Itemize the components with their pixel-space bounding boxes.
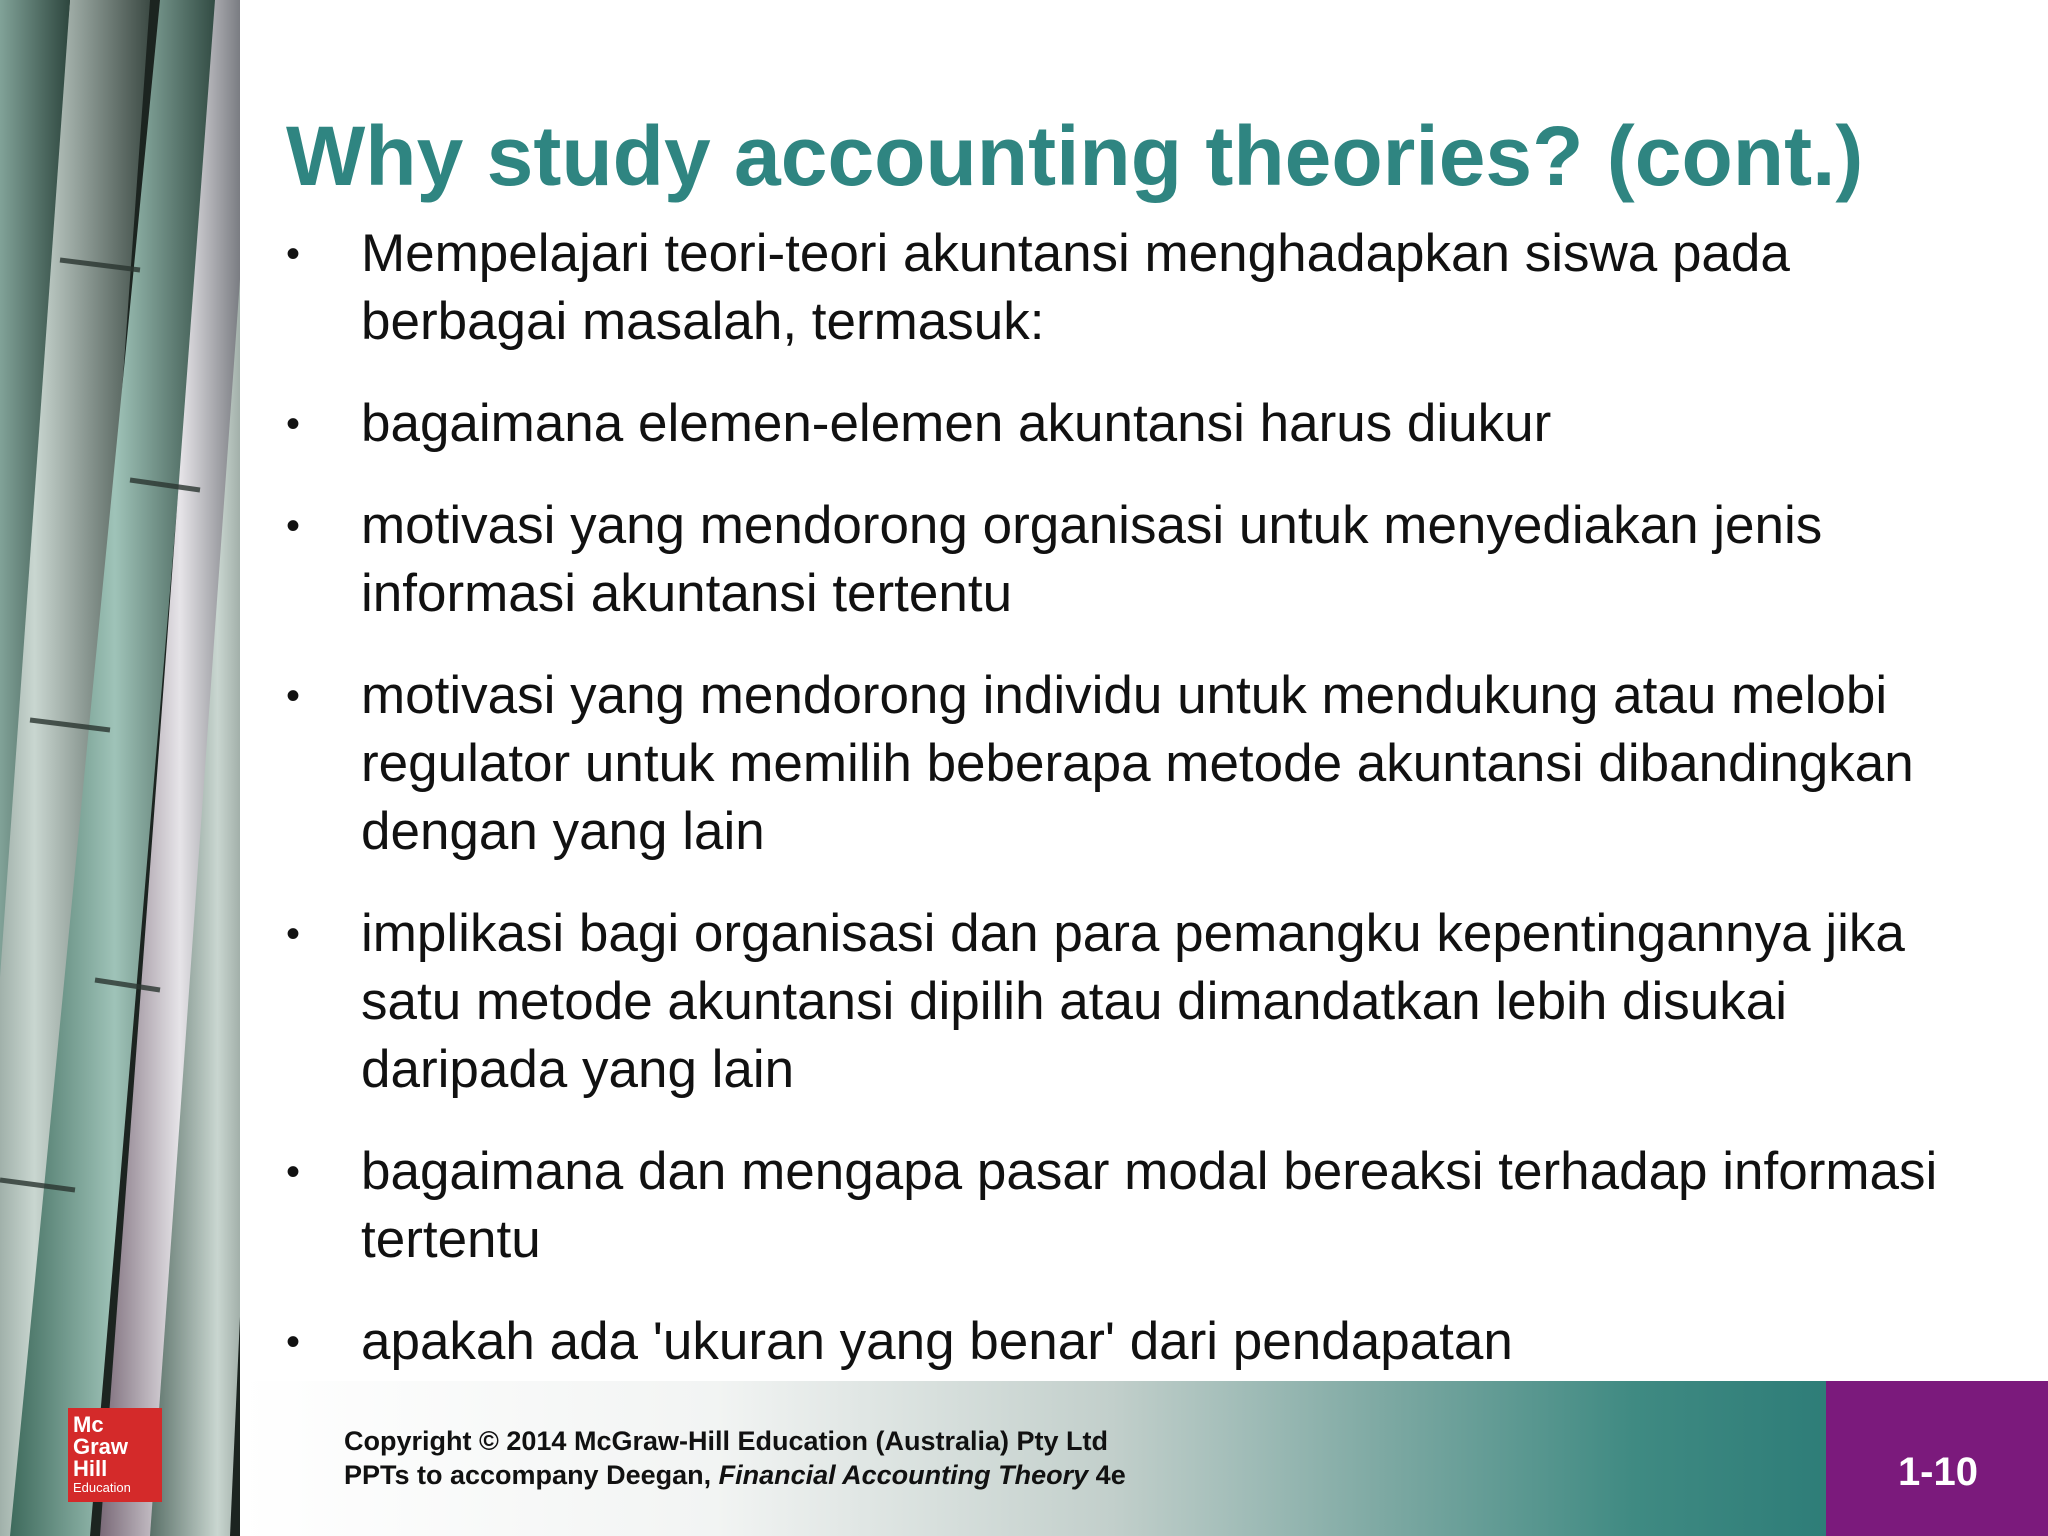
bullet-item bbox=[286, 900, 2006, 1104]
bullet-text: apakah ada 'ukuran yang benar' dari pendapatan bbox=[361, 1312, 1513, 1371]
bullet-item bbox=[286, 1308, 2006, 1376]
bullet-icon: • bbox=[286, 402, 301, 446]
bullet-text: implikasi bagi organisasi dan para pemangku kepentingannya jika satu metode akuntansi dipilih atau dimandatkan lebih disukai daripada yang lain bbox=[361, 904, 1905, 1099]
page-number: 1-10 bbox=[1897, 1450, 1978, 1494]
bullet-item bbox=[286, 1138, 2006, 1274]
logo-line-4: Education bbox=[73, 1480, 131, 1495]
bullet-icon: • bbox=[286, 232, 301, 276]
bullet-text: bagaimana elemen-elemen akuntansi harus diukur bbox=[361, 394, 1552, 453]
book-edition: 4e bbox=[1088, 1460, 1126, 1490]
book-reference-prefix: PPTs to accompany Deegan, bbox=[344, 1460, 719, 1490]
bullet-text: bagaimana dan mengapa pasar modal bereaksi terhadap informasi tertentu bbox=[361, 1142, 1938, 1269]
copyright-line: Copyright © 2014 McGraw-Hill Education (Australia) Pty Ltd bbox=[344, 1426, 1109, 1456]
bamboo-image bbox=[0, 0, 240, 1536]
bullet-text: Mempelajari teori-teori akuntansi menghadapkan siswa pada berbagai masalah, termasuk: bbox=[361, 224, 1790, 351]
bullet-text: motivasi yang mendorong organisasi untuk menyediakan jenis informasi akuntansi tertentu bbox=[361, 496, 1823, 623]
logo-line-1: Mc bbox=[73, 1412, 104, 1437]
footer-copyright bbox=[344, 1424, 1126, 1492]
bullet-item bbox=[286, 662, 2006, 866]
bullet-icon: • bbox=[286, 912, 301, 956]
book-title: Financial Accounting Theory bbox=[718, 1460, 1089, 1490]
bullet-text: motivasi yang mendorong individu untuk mendukung atau melobi regulator untuk memilih beberapa metode akuntansi dibandingkan dengan yang lain bbox=[361, 666, 1914, 861]
bullet-item bbox=[286, 220, 2006, 356]
bullet-list bbox=[286, 220, 2006, 1376]
slide-title: Why study accounting theories? (cont.) bbox=[286, 109, 1864, 203]
bamboo-background-panel bbox=[0, 0, 240, 1536]
logo-line-2: Graw bbox=[73, 1434, 129, 1459]
logo-line-3: Hill bbox=[73, 1456, 108, 1481]
mcgraw-hill-logo bbox=[68, 1408, 162, 1502]
bullet-item bbox=[286, 390, 2006, 458]
bullet-icon: • bbox=[286, 504, 301, 548]
book-reference-line bbox=[344, 1458, 1126, 1492]
bullet-item bbox=[286, 492, 2006, 628]
bullet-icon: • bbox=[286, 1150, 301, 1194]
bullet-icon: • bbox=[286, 1320, 301, 1364]
bullet-icon: • bbox=[286, 674, 301, 718]
